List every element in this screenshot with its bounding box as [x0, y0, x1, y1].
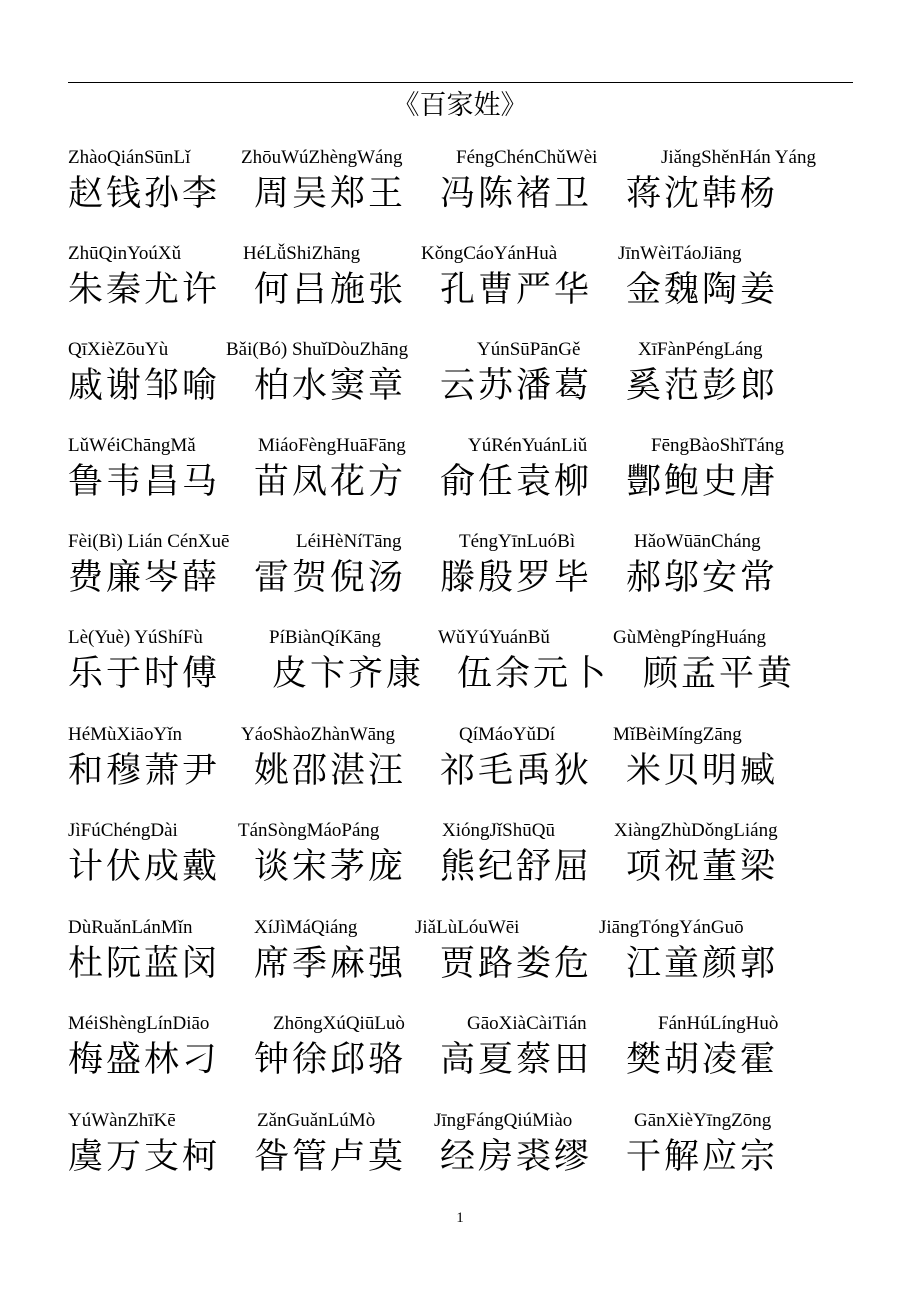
surname-group: 费廉岑薛: [68, 558, 221, 598]
surname-group: 何吕施张: [254, 270, 407, 310]
pinyin-group: JiǎLùLóuWēi: [415, 917, 520, 938]
pinyin-group: XīFànPéngLáng: [638, 339, 763, 360]
surname-group: 戚谢邹喻: [68, 366, 221, 406]
pinyin-group: QíMáoYǔDí: [459, 724, 556, 745]
pinyin-group: WǔYúYuánBǔ: [438, 627, 550, 648]
surname-group: 梅盛林刁: [68, 1040, 221, 1080]
surname-group: 干解应宗: [626, 1137, 779, 1177]
surname-group: 皮卞齐康: [272, 654, 425, 694]
surname-group: 奚范彭郎: [626, 366, 779, 406]
pinyin-group: FánHúLíngHuò: [658, 1013, 779, 1034]
surname-group: 冯陈褚卫: [440, 174, 593, 214]
pinyin-group: Bǎi(Bó) ShuǐDòuZhāng: [226, 339, 409, 360]
pinyin-group: MiáoFèngHuāFāng: [258, 435, 406, 456]
pinyin-group: Fèi(Bì) Lián CénXuē: [68, 531, 230, 552]
surname-group: 计伏成戴: [68, 847, 221, 887]
surname-group: 郝邬安常: [626, 558, 779, 598]
pinyin-group: FéngChénChǔWèi: [456, 147, 598, 168]
pinyin-group: YúWànZhīKē: [68, 1110, 176, 1131]
surname-group: 俞任袁柳: [440, 462, 593, 502]
surname-group: 酆鲍史唐: [626, 462, 779, 502]
pinyin-group: ZhōngXúQiūLuò: [273, 1013, 405, 1034]
pinyin-group: JìFúChéngDài: [68, 820, 178, 841]
pinyin-group: JīnWèiTáoJiāng: [618, 243, 742, 264]
page-number: 1: [456, 1210, 464, 1226]
pinyin-group: ZǎnGuǎnLúMò: [257, 1110, 376, 1131]
surname-group: 米贝明臧: [626, 751, 779, 791]
surname-group: 杜阮蓝闵: [68, 944, 221, 984]
surname-group: 伍余元卜: [457, 654, 610, 694]
surname-group: 雷贺倪汤: [254, 558, 407, 598]
pinyin-group: LǔWéiChāngMǎ: [68, 435, 196, 456]
surname-group: 柏水窦章: [254, 366, 407, 406]
pinyin-group: YáoShàoZhànWāng: [241, 724, 396, 745]
pinyin-group: GānXièYīngZōng: [634, 1110, 772, 1131]
pinyin-group: GùMèngPíngHuáng: [613, 627, 767, 648]
pinyin-group: Lè(Yuè) YúShíFù: [68, 627, 203, 648]
surname-group: 赵钱孙李: [68, 174, 221, 214]
pinyin-group: MéiShèngLínDiāo: [68, 1013, 210, 1034]
surname-group: 金魏陶姜: [626, 270, 779, 310]
surname-group: 樊胡凌霍: [626, 1040, 779, 1080]
surname-group: 虞万支柯: [68, 1137, 221, 1177]
surname-group: 顾孟平黄: [643, 654, 796, 694]
surname-group: 孔曹严华: [440, 270, 593, 310]
pinyin-group: TánSòngMáoPáng: [238, 820, 380, 841]
pinyin-group: XióngJǐShūQū: [442, 820, 555, 841]
surname-group: 贾路娄危: [440, 944, 593, 984]
surname-group: 钟徐邱骆: [254, 1040, 407, 1080]
surname-group: 苗凤花方: [254, 462, 407, 502]
pinyin-group: HǎoWūānCháng: [634, 531, 761, 552]
pinyin-group: QīXièZōuYù: [68, 339, 169, 360]
surname-group: 高夏蔡田: [440, 1040, 593, 1080]
pinyin-group: YúnSūPānGě: [477, 339, 581, 360]
surname-group: 蒋沈韩杨: [626, 174, 779, 214]
pinyin-group: JīngFángQiúMiào: [434, 1110, 573, 1131]
pinyin-group: LéiHèNíTāng: [296, 531, 402, 552]
pinyin-group: FēngBàoShǐTáng: [651, 435, 784, 456]
surname-group: 云苏潘葛: [440, 366, 593, 406]
surname-group: 周吴郑王: [254, 174, 407, 214]
surname-group: 滕殷罗毕: [440, 558, 593, 598]
surname-group: 熊纪舒屈: [440, 847, 593, 887]
pinyin-group: PíBiànQíKāng: [269, 627, 381, 648]
surname-group: 朱秦尤许: [68, 270, 221, 310]
surname-group: 姚邵湛汪: [254, 751, 407, 791]
pinyin-group: ZhūQinYoúXǔ: [68, 243, 182, 264]
pinyin-group: KǒngCáoYánHuà: [421, 243, 558, 264]
surname-group: 席季麻强: [254, 944, 407, 984]
surname-group: 江童颜郭: [626, 944, 779, 984]
pinyin-group: YúRénYuánLiǔ: [468, 435, 588, 456]
surname-group: 谈宋茅庞: [254, 847, 407, 887]
pinyin-group: HéMùXiāoYǐn: [68, 724, 182, 745]
pinyin-group: XiàngZhùDǒngLiáng: [614, 820, 778, 841]
surname-group: 祁毛禹狄: [440, 751, 593, 791]
pinyin-group: JiāngTóngYánGuō: [599, 917, 744, 938]
surname-group: 和穆萧尹: [68, 751, 221, 791]
page-title: 《百家姓》: [392, 90, 528, 121]
surname-group: 乐于时傅: [68, 654, 221, 694]
pinyin-group: XíJìMáQiáng: [254, 917, 358, 938]
pinyin-group: TéngYīnLuóBì: [459, 531, 576, 552]
pinyin-group: MǐBèiMíngZāng: [613, 724, 742, 745]
pinyin-group: ZhàoQiánSūnLǐ: [68, 147, 191, 168]
surname-group: 经房裘缪: [440, 1137, 593, 1177]
pinyin-group: DùRuǎnLánMǐn: [68, 917, 193, 938]
surname-group: 项祝董梁: [626, 847, 779, 887]
surname-group: 鲁韦昌马: [68, 462, 221, 502]
pinyin-group: GāoXiàCàiTián: [467, 1013, 587, 1034]
pinyin-group: HéLǚShiZhāng: [243, 243, 361, 264]
surname-group: 昝管卢莫: [254, 1137, 407, 1177]
pinyin-group: ZhōuWúZhèngWáng: [241, 147, 403, 168]
pinyin-group: JiǎngShěnHán Yáng: [661, 147, 816, 168]
